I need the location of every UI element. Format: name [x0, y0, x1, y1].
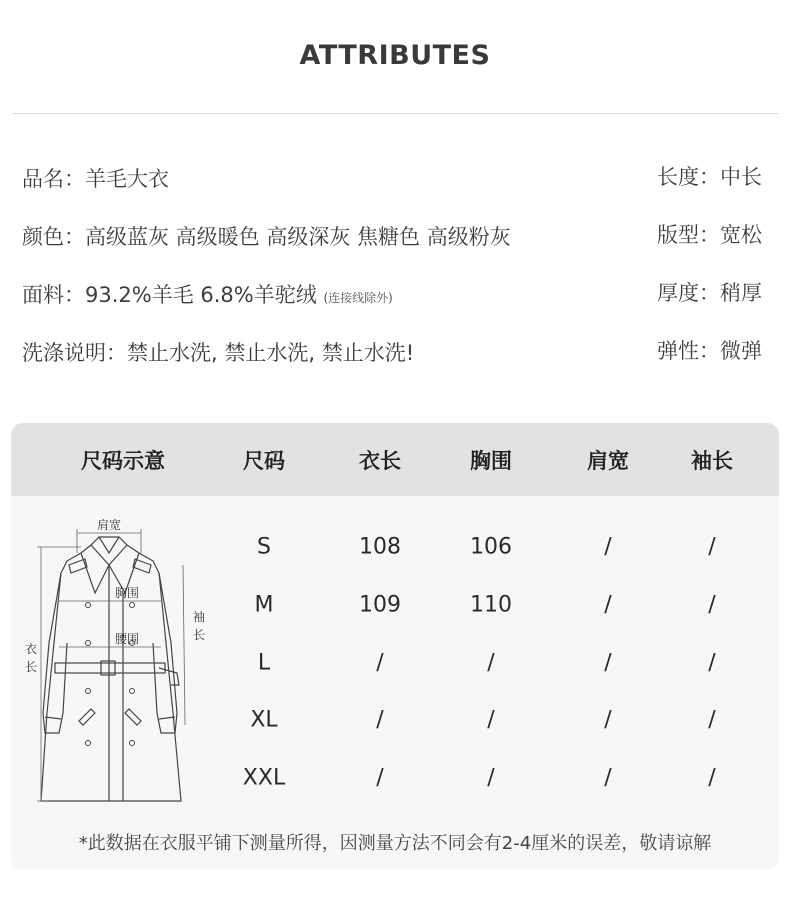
diagram-label-shoulder: 肩宽	[96, 518, 122, 532]
cell-shoulder: /	[604, 592, 612, 618]
attribute-value: 93.2%羊毛 6.8%羊驼绒	[85, 283, 317, 307]
cell-shoulder: /	[604, 707, 612, 733]
attribute-label: 弹性：	[657, 339, 720, 363]
attribute-label: 厚度：	[657, 281, 720, 305]
header-shoulder: 肩宽	[587, 449, 629, 473]
attribute-value: 高级蓝灰 高级暖色 高级深灰 焦糖色 高级粉灰	[85, 225, 511, 249]
attribute-value: 稍厚	[720, 281, 762, 305]
header-length: 衣长	[359, 449, 401, 473]
cell-size: XXL	[242, 765, 286, 791]
cell-length: 108	[359, 534, 401, 560]
cell-sleeve: /	[708, 765, 716, 791]
size-table-header	[11, 423, 779, 496]
diagram-label-sleeve: 长	[192, 628, 206, 642]
cell-chest: 110	[470, 592, 512, 618]
attribute-value: 中长	[720, 165, 762, 189]
attribute-value: 微弹	[720, 339, 762, 363]
attribute-label: 版型：	[657, 223, 720, 247]
attribute-color	[22, 221, 511, 251]
attribute-value: 禁止水洗, 禁止水洗, 禁止水洗!	[127, 341, 415, 365]
cell-length: /	[376, 650, 384, 676]
diagram-label-sleeve: 袖	[192, 610, 206, 624]
attribute-label: 品名：	[22, 167, 85, 191]
diagram-label-waist: 腰围	[114, 632, 140, 646]
diagram-label-length: 衣	[24, 642, 38, 656]
cell-chest: /	[487, 707, 495, 733]
cell-chest: 106	[470, 534, 512, 560]
coat-measurement-diagram	[19, 513, 229, 813]
cell-size: S	[257, 534, 271, 560]
attribute-value: 宽松	[720, 223, 762, 247]
header-size: 尺码	[243, 449, 285, 473]
attribute-product-name	[22, 163, 169, 193]
measurement-footnote: *此数据在衣服平铺下测量所得，因测量方法不同会有2-4厘米的误差，敬请谅解	[78, 833, 712, 854]
cell-length: 109	[359, 592, 401, 618]
cell-sleeve: /	[708, 650, 716, 676]
attribute-label: 洗涤说明：	[22, 341, 127, 365]
attribute-label: 长度：	[657, 165, 720, 189]
cell-sleeve: /	[708, 534, 716, 560]
title-divider	[12, 113, 778, 114]
cell-chest: /	[487, 650, 495, 676]
attribute-elasticity	[657, 335, 762, 365]
cell-shoulder: /	[604, 534, 612, 560]
attribute-fabric	[22, 279, 393, 309]
cell-chest: /	[487, 765, 495, 791]
attribute-value: 羊毛大衣	[85, 167, 169, 191]
page-title: ATTRIBUTES	[299, 40, 491, 71]
attribute-washing	[22, 337, 414, 367]
diagram-label-chest: 胸围	[114, 586, 140, 600]
attribute-label: 面料：	[22, 283, 85, 307]
cell-shoulder: /	[604, 765, 612, 791]
attribute-label: 颜色：	[22, 225, 85, 249]
header-chest: 胸围	[470, 449, 512, 473]
header-size-diagram: 尺码示意	[81, 449, 165, 473]
attribute-note: (连接线除外)	[323, 291, 393, 305]
cell-size: L	[257, 650, 271, 676]
cell-length: /	[376, 765, 384, 791]
cell-shoulder: /	[604, 650, 612, 676]
cell-size: M	[254, 592, 274, 618]
diagram-label-length: 长	[24, 660, 38, 674]
header-sleeve: 袖长	[691, 449, 733, 473]
attribute-fit	[657, 219, 762, 249]
size-table	[11, 423, 779, 870]
cell-sleeve: /	[708, 707, 716, 733]
cell-sleeve: /	[708, 592, 716, 618]
cell-length: /	[376, 707, 384, 733]
attribute-length	[657, 161, 762, 191]
cell-size: XL	[250, 707, 278, 733]
attribute-thickness	[657, 277, 762, 307]
